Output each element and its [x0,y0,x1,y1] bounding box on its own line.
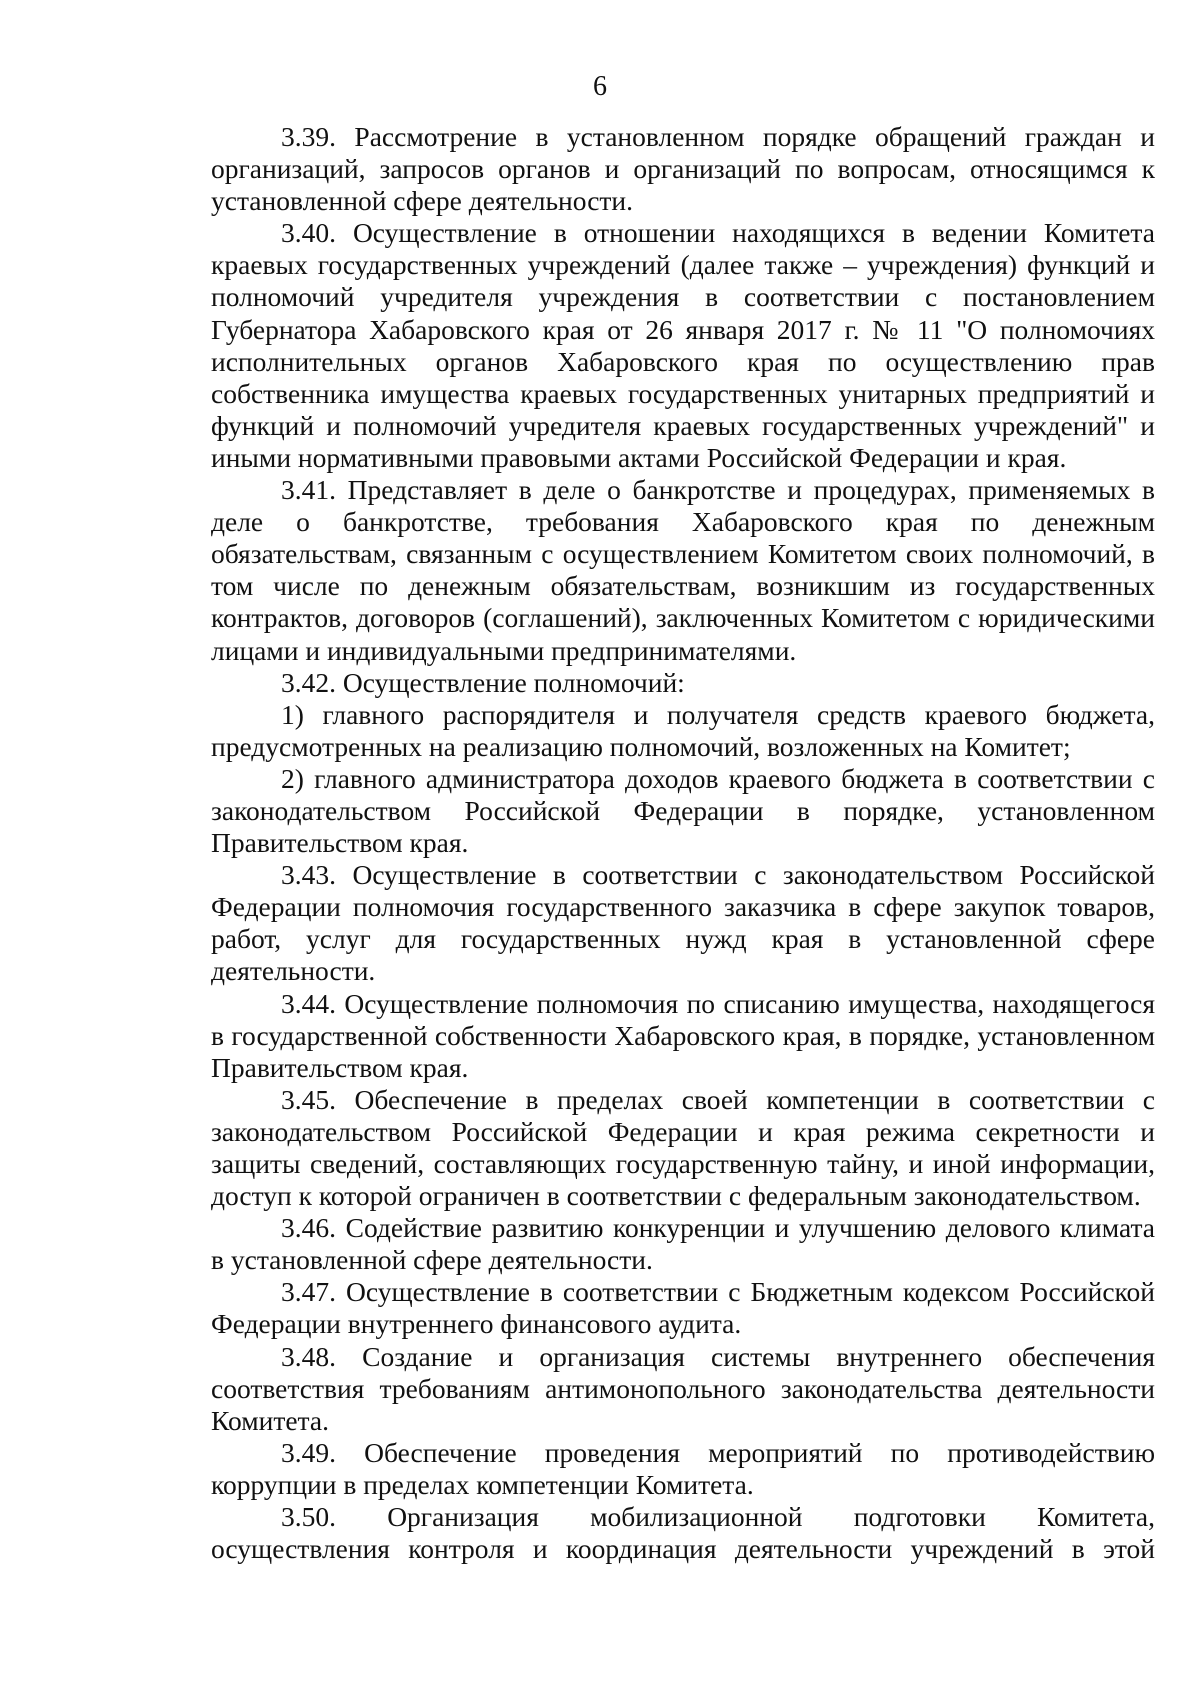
paragraph-3-49: 3.49. Обеспечение проведения мероприятий по противодействию коррупции в пределах компетенции Комитета. [211,1436,1155,1500]
list-item-2: 2) главного администратора доходов краевого бюджета в соответствии с законодательством Российской Федерации в порядке, установленном Правительством края. [211,762,1155,859]
paragraph-3-42: 3.42. Осуществление полномочий: [281,666,685,698]
paragraph-3-44: 3.44. Осуществление полномочия по списанию имущества, находящегося в государственной собственности Хабаровского края, в порядке, установленном Правительством края. [211,987,1155,1083]
document-body [211,121,1155,1565]
paragraph-3-50: 3.50. Организация мобилизационной подготовки Комитета, осуществления контроля и координация деятельности учреждений в этой [211,1501,1155,1565]
page-number: 6 [593,71,607,102]
paragraph-3-40: 3.40. Осуществление в отношении находящихся в ведении Комитета краевых государственных учреждений (далее также – учреждения) функций и полномочий учредителя учреждения в соответствии с постановлением Губернатора Хабаровского края от 26 января 2017 г. № 11 "О полномочиях исполнительных органов Хабаровского края по осуществлению прав собственника имущества краевых государственных унитарных предприятий и функций и полномочий учредителя краевых государственных учреждений" и иными нормативными правовыми актами Российской Федерации и края. [211,217,1155,473]
paragraph-3-47: 3.47. Осуществление в соответствии с Бюджетным кодексом Российской Федерации внутреннего финансового аудита. [211,1276,1155,1340]
paragraph-3-48: 3.48. Создание и организация системы внутреннего обеспечения соответствия требованиям антимонопольного законодательства деятельности Комитета. [211,1340,1155,1436]
paragraph-3-46: 3.46. Содействие развитию конкуренции и улучшению делового климата в установленной сфере деятельности. [211,1212,1155,1276]
paragraph-3-43: 3.43. Осуществление в соответствии с законодательством Российской Федерации полномочия государственного заказчика в сфере закупок товаров, работ, услуг для государственных нужд края в установленной сфере деятельности. [211,859,1155,987]
paragraph-3-41: 3.41. Представляет в деле о банкротстве и процедурах, применяемых в деле о банкротстве, требования Хабаровского края по денежным обязательствам, связанным с осуществлением Комитетом своих полномочий, в том числе по денежным обязательствам, возникшим из государственных контрактов, договоров (соглашений), заключенных Комитетом с юридическими лицами и индивидуальными предпринимателями. [211,474,1155,666]
list-item-1: 1) главного распорядителя и получателя средств краевого бюджета, предусмотренных на реализацию полномочий, возложенных на Комитет; [211,698,1155,762]
paragraph-3-45: 3.45. Обеспечение в пределах своей компетенции в соответствии с законодательством Российской Федерации и края режима секретности и защиты сведений, составляющих государственную тайну, и иной информации, доступ к которой ограничен в соответствии с федеральным законодательством. [211,1083,1155,1212]
paragraph-3-39: 3.39. Рассмотрение в установленном порядке обращений граждан и организаций, запросов органов и организаций по вопросам, относящимся к установленной сфере деятельности. [211,121,1155,217]
